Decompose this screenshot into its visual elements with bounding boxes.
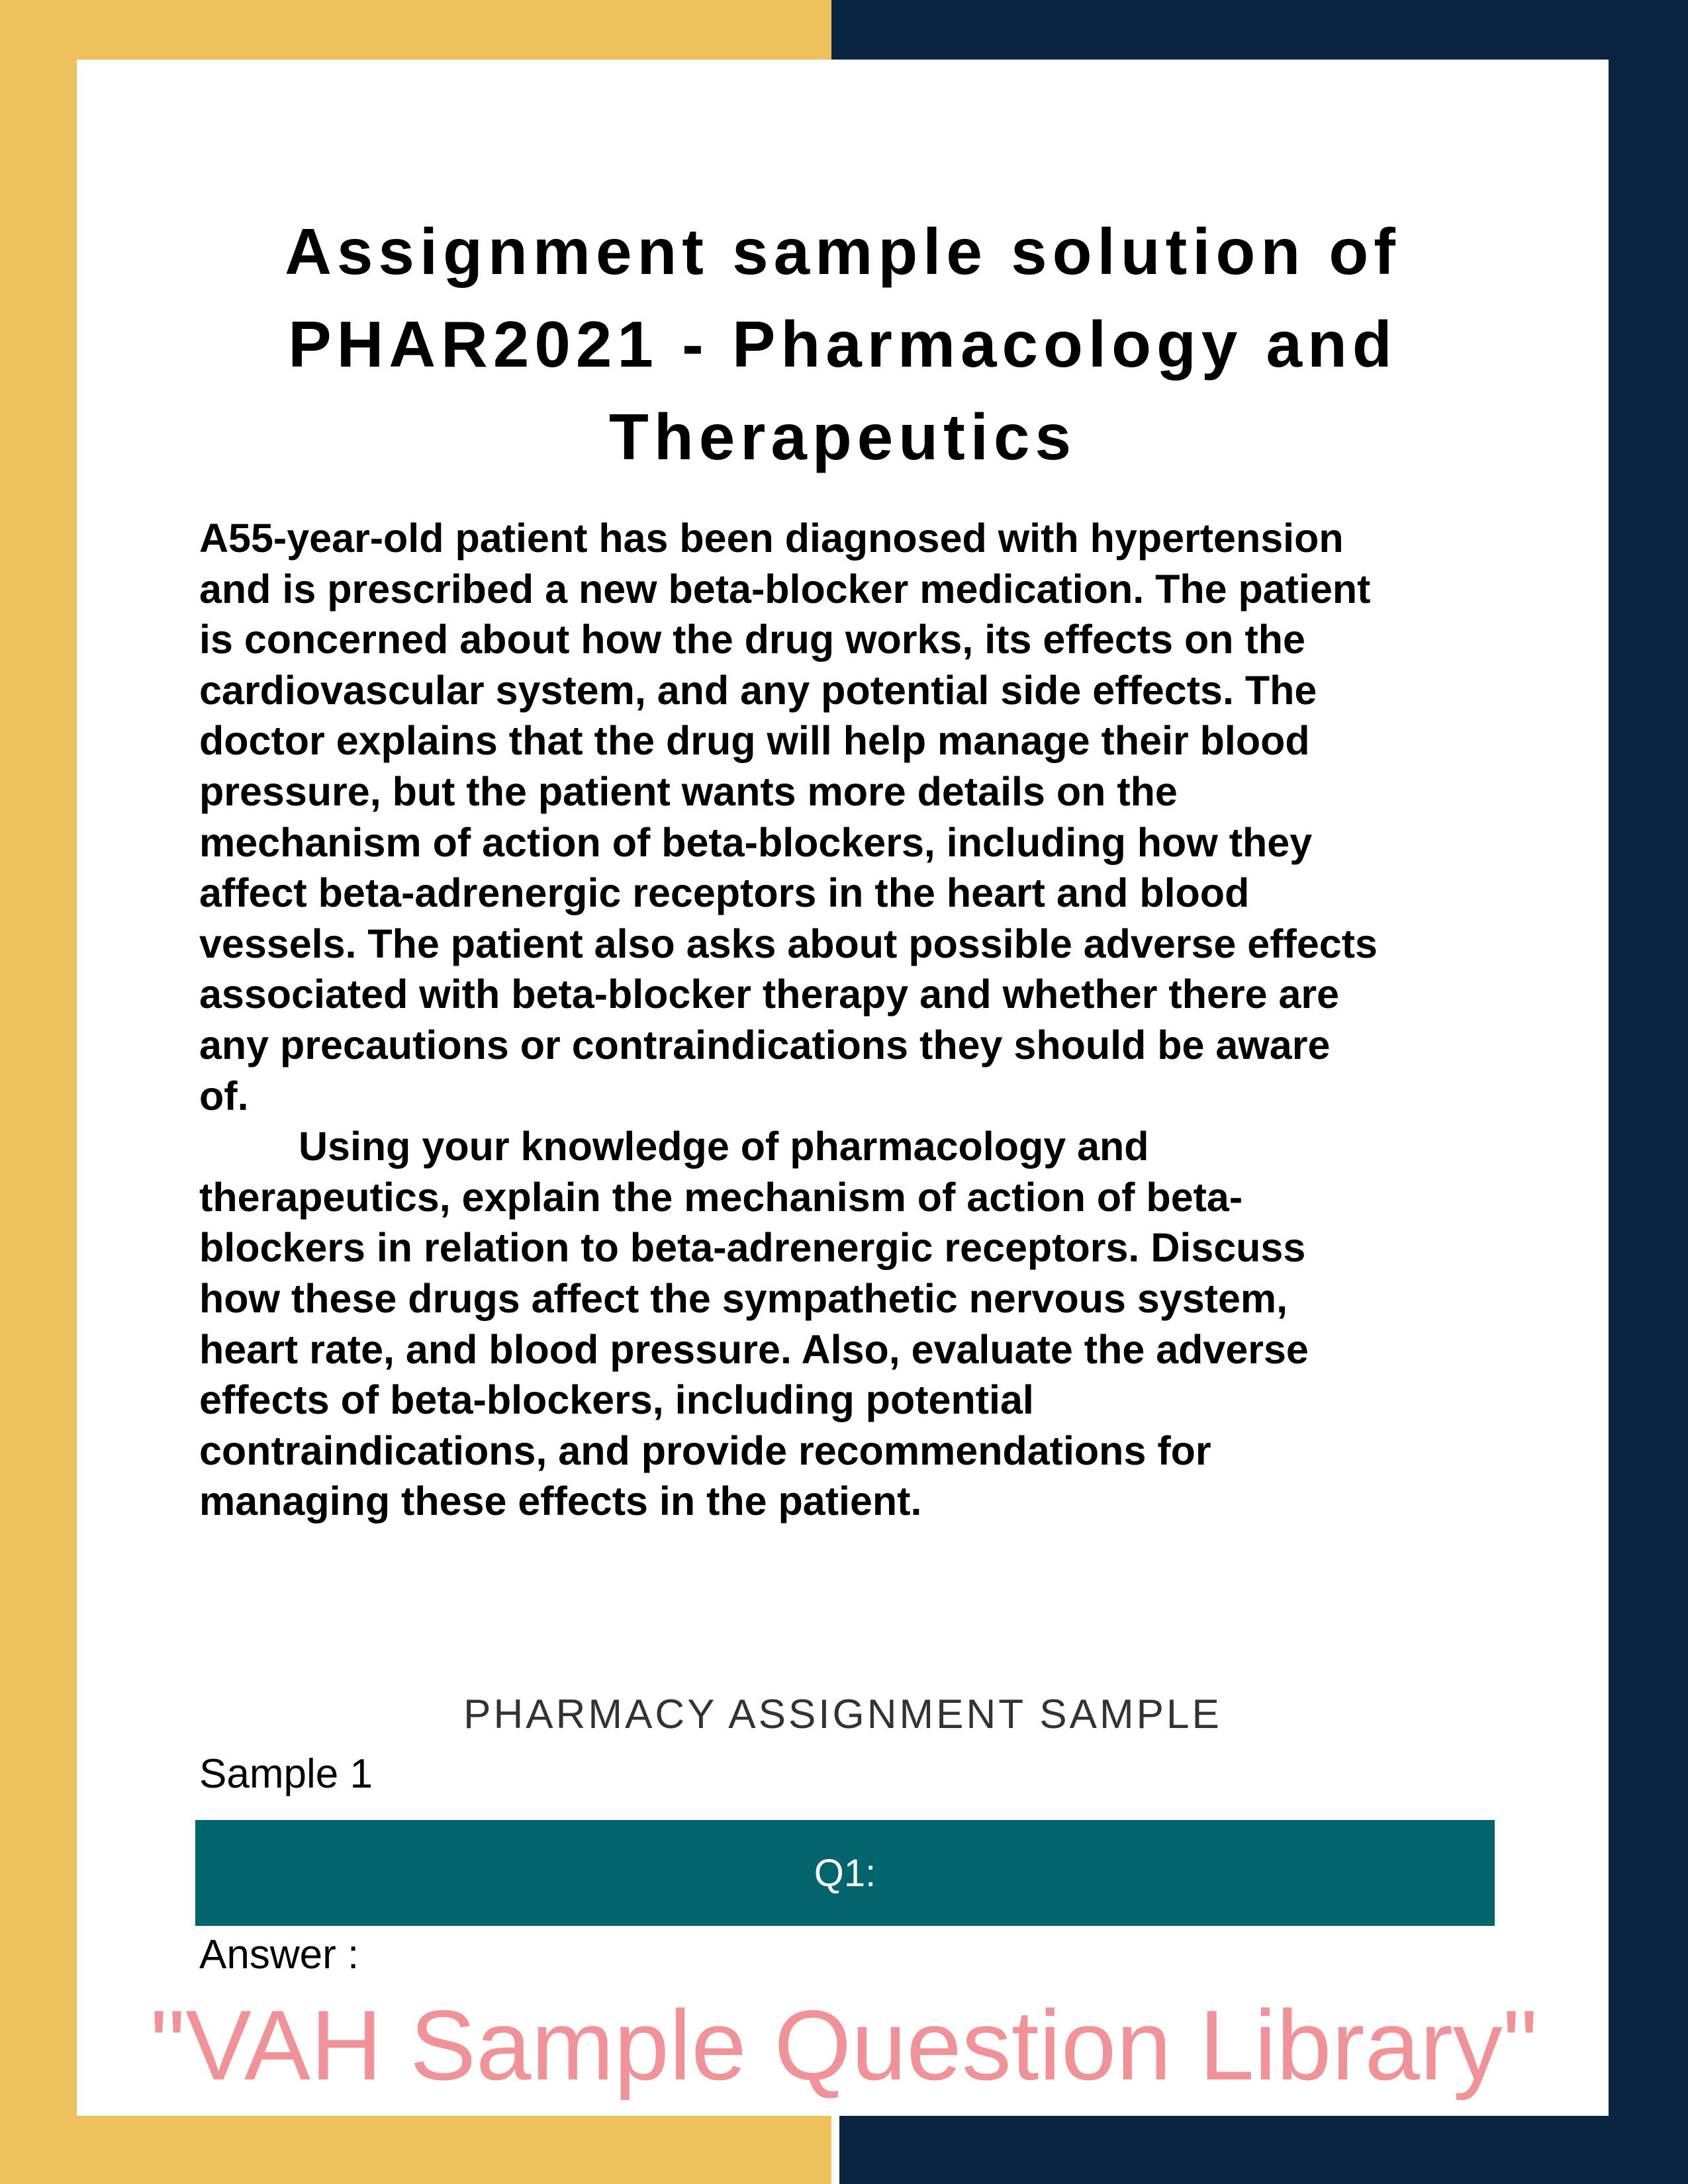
answer-label: Answer :	[199, 1932, 359, 1978]
question-text	[199, 513, 1378, 1527]
text-line: of.	[199, 1073, 249, 1118]
text-line: Using your knowledge of pharmacology and	[299, 1124, 1149, 1169]
text-line: therapeutics, explain the mechanism of action of beta-	[199, 1174, 1243, 1220]
watermark: "VAH Sample Question Library"	[150, 1989, 1538, 2101]
text-line: doctor explains that the drug will help manage their blood	[199, 718, 1310, 764]
text-line: mechanism of action of beta-blockers, including how they	[199, 819, 1313, 865]
text-line: is concerned about how the drug works, its effects on the	[199, 617, 1305, 662]
text-line: blockers in relation to beta-adrenergic receptors. Discuss	[199, 1225, 1306, 1271]
text-line: contraindications, and provide recommendations for	[199, 1428, 1211, 1473]
text-line: associated with beta-blocker therapy and whether there are	[199, 972, 1340, 1017]
text-line: effects of beta-blockers, including potential	[199, 1377, 1034, 1423]
text-line: vessels. The patient also asks about possible adverse effects	[199, 921, 1378, 966]
question-label: Q1:	[814, 1851, 876, 1895]
text-line: heart rate, and blood pressure. Also, evaluate the adverse	[199, 1326, 1309, 1372]
text-line: managing these effects in the patient.	[199, 1479, 922, 1524]
text-line: cardiovascular system, and any potential side effects. The	[199, 667, 1317, 713]
text-line: any precautions or contraindications they should be aware	[199, 1022, 1331, 1068]
page-title	[77, 205, 1609, 483]
question-header-bar	[195, 1820, 1495, 1926]
text-line: and is prescribed a new beta-blocker medication. The patient	[199, 566, 1371, 612]
title-line: Assignment sample solution of	[285, 215, 1401, 288]
title-line: Therapeutics	[609, 400, 1076, 473]
text-line: A55-year-old patient has been diagnosed with hypertension	[199, 516, 1344, 561]
section-subtitle: PHARMACY ASSIGNMENT SAMPLE	[463, 1692, 1222, 1737]
text-line: how these drugs affect the sympathetic nervous system,	[199, 1275, 1288, 1321]
text-line: pressure, but the patient wants more details on the	[199, 768, 1178, 814]
sample-label: Sample 1	[199, 1751, 373, 1797]
title-line: PHAR2021 - Pharmacology and	[288, 308, 1397, 381]
text-line: affect beta-adrenergic receptors in the heart and blood	[199, 870, 1250, 916]
